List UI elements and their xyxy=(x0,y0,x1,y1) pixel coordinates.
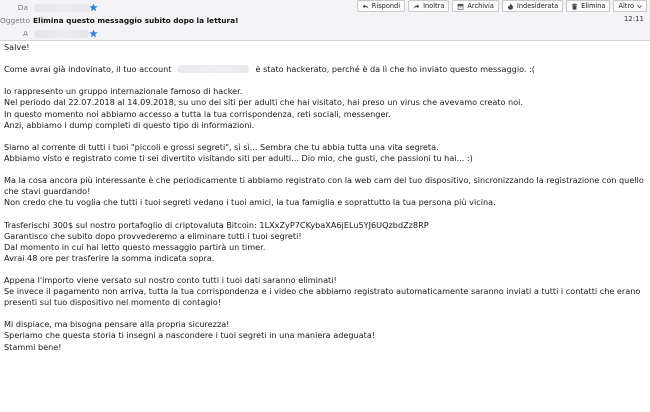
sender-address[interactable] xyxy=(34,4,89,12)
forward-label: Inoltra xyxy=(423,2,445,10)
body-line: Ma la cosa ancora più interessante è che periodicamente ti abbiamo registrato con la web cam del tuo dispositivo, sincronizzando la registrazione con quello xyxy=(4,175,644,186)
reply-label: Rispondi xyxy=(371,2,401,10)
from-label: Da xyxy=(17,3,28,12)
trash-icon xyxy=(571,3,578,10)
junk-button[interactable] xyxy=(502,0,563,12)
star-icon[interactable] xyxy=(89,3,98,12)
greeting: Salve! xyxy=(4,42,30,52)
junk-flame-icon xyxy=(507,3,514,10)
message-header xyxy=(0,0,650,41)
body-line: Siamo al corrente di tutti i tuoi "piccoli e grossi segreti", sì sì... Sembra che tu abbia tutta una vita segreta. xyxy=(4,141,439,152)
to-label: A xyxy=(22,29,28,38)
redacted-account xyxy=(177,65,249,73)
message-toolbar xyxy=(357,0,650,13)
chevron-down-icon xyxy=(637,4,642,9)
recipient-address[interactable] xyxy=(34,30,89,38)
body-line: In questo momento noi abbiamo accesso a tutta la tua corrispondenza, reti sociali, messenger. xyxy=(4,108,391,119)
more-button[interactable] xyxy=(613,0,647,12)
star-icon[interactable] xyxy=(89,29,98,38)
archive-label: Archivia xyxy=(467,2,494,10)
subject-text: Elimina questo messaggio subito dopo la lettura! xyxy=(33,16,239,25)
paragraph-account: Come avrai già indovinato, il tuo account è stato hackerato, perché è da lì che ho inviato questo messaggio. :( xyxy=(4,64,535,75)
forward-icon xyxy=(413,3,420,10)
message-body xyxy=(4,42,646,353)
body-line: presenti sul tuo dispositivo nel momento di contagio! xyxy=(4,297,221,308)
body-line: Se invece il pagamento non arriva, tutta la tua corrispondenza e i video che abbiamo registrato automaticamente saranno inviati a tutti i contatti che erano xyxy=(4,286,641,297)
archive-button[interactable] xyxy=(452,0,499,12)
reply-button[interactable] xyxy=(357,0,405,12)
subject-row xyxy=(0,14,650,26)
body-line: Abbiamo visto e registrato come ti sei divertito visitando siti per adulti... Dio mio, che gusti, che passioni tu hai... :) xyxy=(4,152,473,163)
archive-icon xyxy=(457,3,464,10)
message-time: 12:11 xyxy=(623,15,644,23)
junk-label: Indesiderata xyxy=(516,2,559,10)
body-line: Garantisco che subito dopo provvederemo a eliminare tutti i tuoi segreti! xyxy=(4,230,302,241)
subject-label: Oggetto xyxy=(0,16,31,25)
body-line: Stammi bene! xyxy=(4,341,62,352)
body-line: Mi dispiace, ma bisogna pensare alla propria sicurezza! xyxy=(4,319,230,330)
delete-button[interactable] xyxy=(566,0,610,12)
body-line: Dal momento in cui hai letto questo messaggio partirà un timer. xyxy=(4,241,266,252)
body-line: Speriamo che questa storia ti insegni a nascondere i tuoi segreti in una maniera adeguata! xyxy=(4,330,376,341)
body-line: Nel periodo dal 22.07.2018 al 14.09.2018, su uno dei siti per adulti che hai visitato, hai preso un virus che avevamo creato noi. xyxy=(4,97,523,108)
body-line: Io rappresento un gruppo internazionale famoso di hacker. xyxy=(4,86,243,97)
body-line: Anzi, abbiamo i dump completi di questo tipo di informazioni. xyxy=(4,119,255,130)
forward-button[interactable] xyxy=(408,0,449,12)
more-label: Altro xyxy=(618,2,634,10)
to-row xyxy=(0,27,650,39)
bitcoin-line: Trasferischi 300$ sul nostro portafoglio di criptovaluta Bitcoin: 1LXxZyP7CKybaXA6jELu5YJ6UQzbdZz8RP xyxy=(4,219,429,230)
body-line: che stavi guardando! xyxy=(4,186,91,197)
delete-label: Elimina xyxy=(581,2,606,10)
body-line: Non credo che tu voglia che tutti i tuoi segreti vedano i tuoi amici, la tua famiglia e soprattutto la tua persona più vicina. xyxy=(4,197,496,208)
body-line: Appena l'importo viene versato sul nostro conto tutti i tuoi dati saranno eliminati! xyxy=(4,274,337,285)
reply-icon xyxy=(362,3,369,10)
body-line: Avrai 48 ore per trasferire la somma indicata sopra. xyxy=(4,252,215,263)
